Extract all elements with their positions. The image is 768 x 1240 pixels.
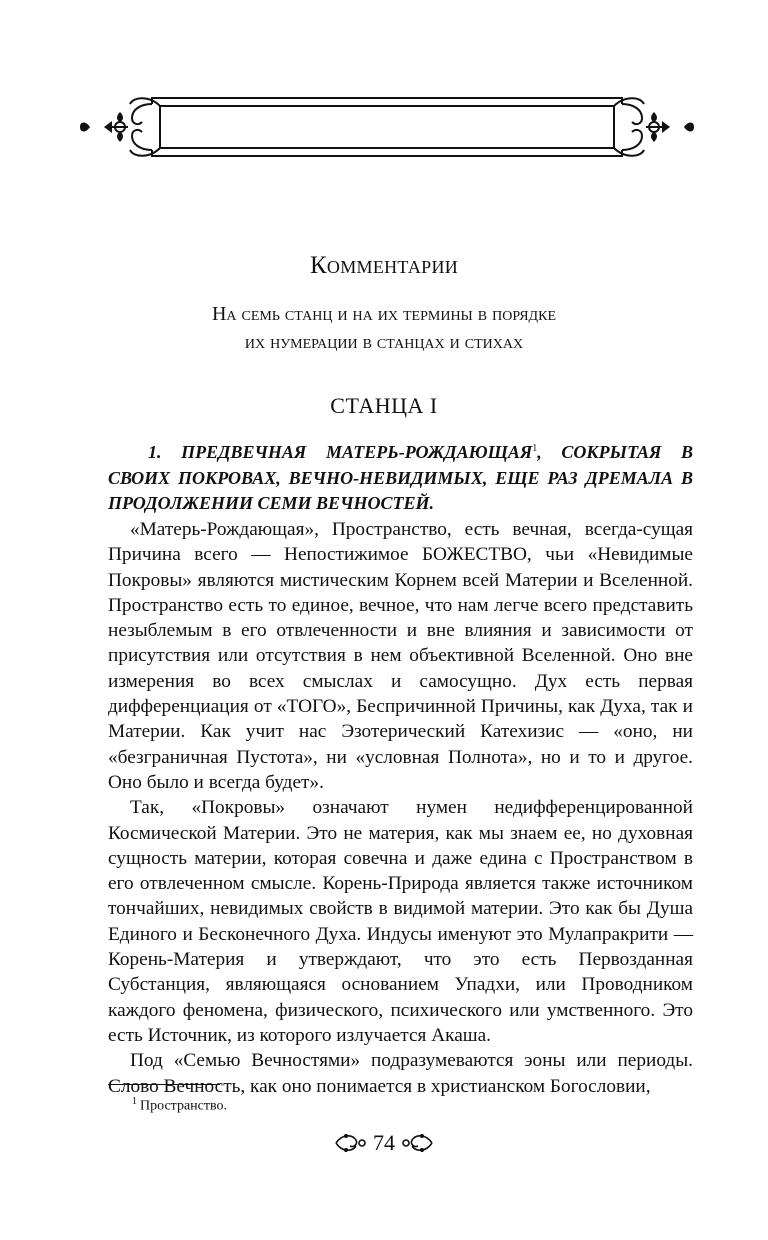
verse-text-1: 1. ПРЕДВЕЧНАЯ МАТЕРЬ-РОЖДАЮЩАЯ (148, 442, 533, 462)
stanza-verse (108, 436, 693, 517)
section-subtitle (0, 300, 768, 356)
footnote-text: Пространство. (140, 1098, 228, 1114)
commentary-body (108, 517, 693, 1099)
footnote-mark: 1 (132, 1096, 137, 1107)
paragraph-1: «Матерь-Рождающая», Пространство, есть вечная, всегда-сущая Причина всего — Непостижимое БОЖЕСТВО, чьи «Невидимые Покровы» являются мистическим Корнем всей Материи и Вселенной. Пространство есть то единое, вечное, что нам легче всего представить незыблемым в его отвлеченности и вне влияния и зависимости от присутствия или отсутствия в нем объективной Вселенной. Оно вне измерения во всех смыслах и самосущно. Дух есть первая дифференциация от «ТОГО», Беспричинной Причины, как Духа, так и Материи. Как учит нас Эзотерический Катехизис — «оно, ни «безграничная Пустота», ни «условная Полнота», но и то и другое. Оно было и всегда будет». (108, 519, 693, 793)
stanza-heading: СТАНЦА I (330, 393, 438, 418)
subtitle-line-1: На семь станц и на их термины в порядке (211, 303, 556, 325)
section-title: Комментарии (309, 252, 459, 279)
footnote (132, 1096, 227, 1115)
footnote-ref: 1 (532, 443, 538, 454)
header-ornament (0, 0, 768, 180)
verse-text-2: , СОКРЫТАЯ В СВОИХ ПОКРОВАХ, ВЕЧНО-НЕВИДИМЫХ, ЕЩЕ РАЗ ДРЕМАЛА В ПРОДОЛЖЕНИИ СЕМИ ВЕЧНОСТЕЙ. (108, 442, 693, 513)
paragraph-3: Под «Семью Вечностями» подразумеваются эоны или периоды. Слово Вечность, как оно понимается в христианском Богословии, (108, 1050, 693, 1097)
subtitle-line-2: их нумерации в станцах и стихах (244, 331, 524, 353)
paragraph-2: Так, «Покровы» означают нумен недифференцированной Космической Материи. Это не материя, как мы знаем ее, но духовная сущность материи, которая совечна и даже едина с Пространством в его отвлеченном смысле. Корень-Природа является также источником тончайших, невидимых свойств в видимой материи. Это как бы Душа Единого и Бесконечного Духа. Индусы именуют это Мулапракрити — Корень-Материя и утверждают, что это есть Первозданная Субстанция, являющаяся основанием Упадхи, или Проводником каждого феномена, физического, психического или умственного. Это есть Источник, из которого излучается Акаша. (108, 797, 693, 1046)
footnote-divider (108, 1084, 220, 1085)
page-number: 74 (373, 1130, 395, 1155)
